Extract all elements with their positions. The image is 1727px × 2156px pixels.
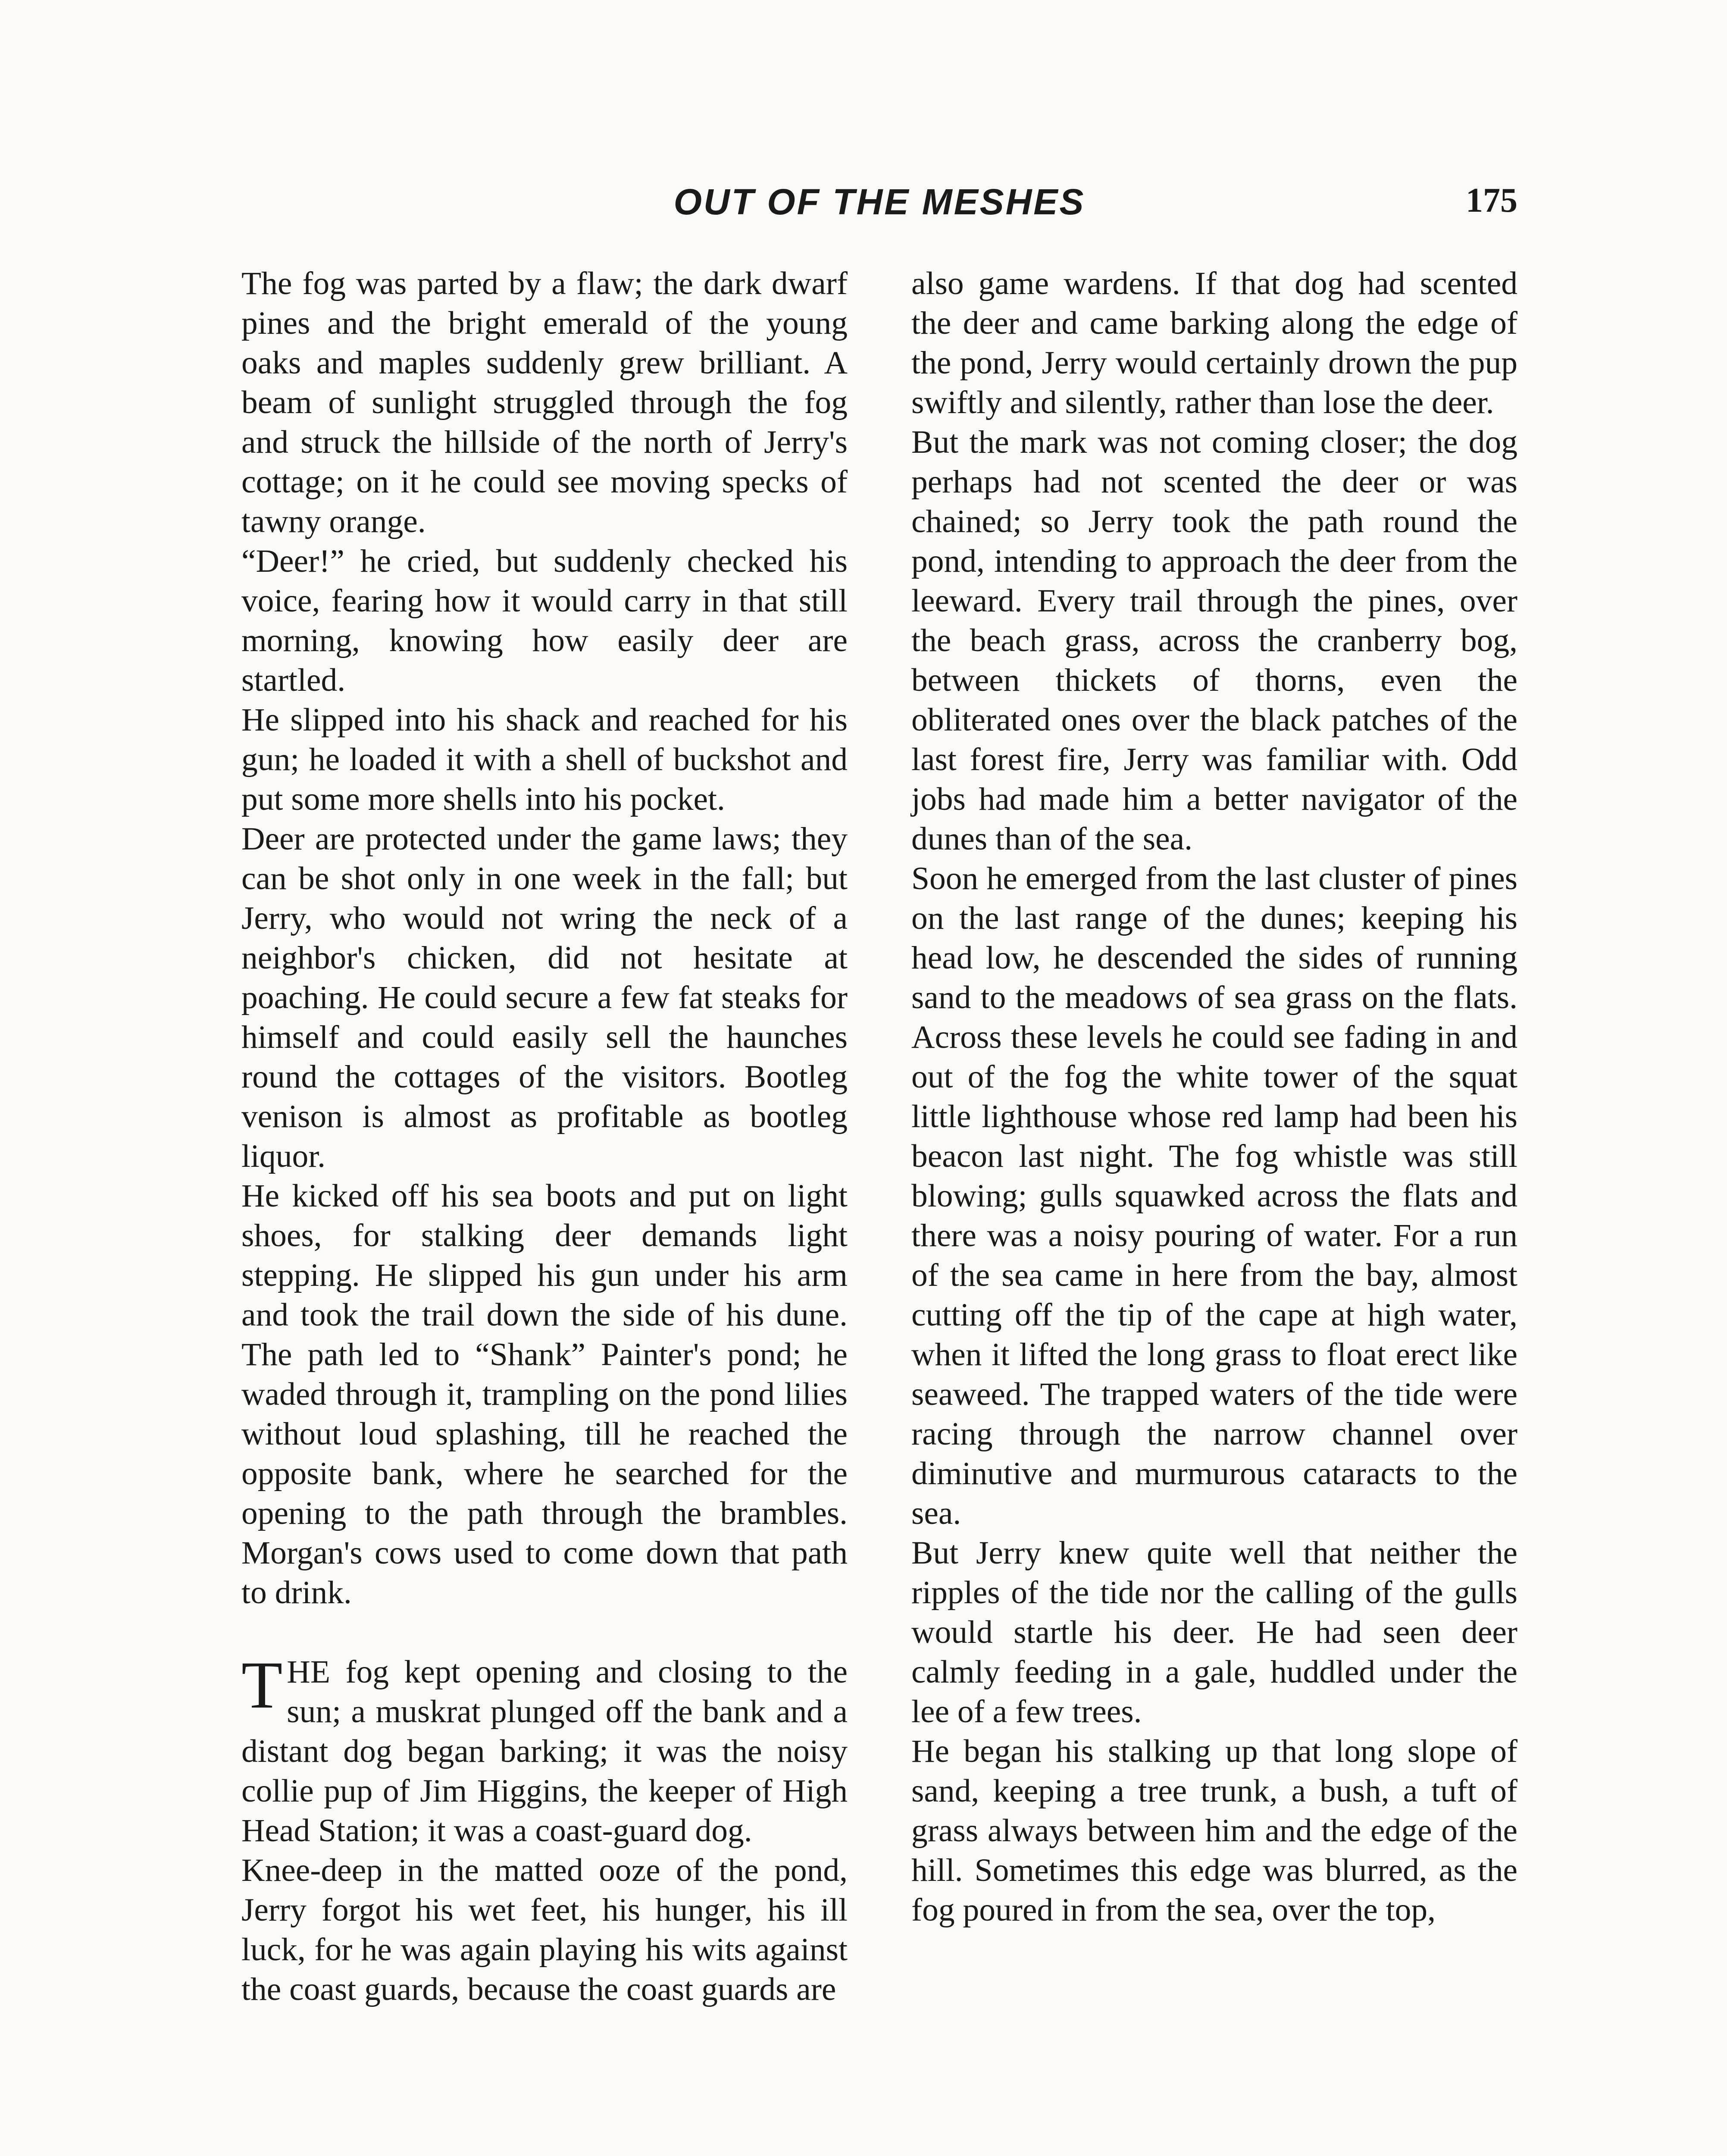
paragraph: He slipped into his shack and reached for his gun; he loaded it with a shell of buckshot and put some more shells into his pocket. <box>241 702 848 817</box>
running-title: OUT OF THE MESHES <box>673 182 1086 222</box>
section-start <box>241 1648 848 1851</box>
paragraph: But the mark was not coming closer; the dog perhaps had not scented the deer or was chained; so Jerry took the path round the pond, intending to approach the deer from the leeward. Every trail through the pines, over the beach grass, across the cranberry bog, between thickets of thorns, even the obliterated ones over the black patches of the last forest fire, Jerry was familiar with. Odd jobs had made him a better navigator of the dunes than of the sea. <box>911 424 1517 857</box>
paragraph: The fog was parted by a flaw; the dark dwarf pines and the bright emerald of the young oaks and maples suddenly grew brilliant. A beam of sunlight struggled through the fog and struck the hillside of the north of Jerry's cottage; on it he could see moving specks of tawny orange. <box>241 266 848 539</box>
paragraph: He kicked off his sea boots and put on light shoes, for stalking deer demands light stepping. He slipped his gun under his arm and took the trail down the side of his dune. The path led to “Shank” Painter's pond; he waded through it, trampling on the pond lilies without loud splashing, till he reached the opposite bank, where he searched for the opening to the path through the brambles. Morgan's cows used to come down that path to drink. <box>241 1178 848 1611</box>
page-header <box>241 181 1517 237</box>
text-columns <box>241 264 1517 2009</box>
drop-cap: T <box>241 1648 283 1722</box>
paragraph: Knee-deep in the matted ooze of the pond, Jerry forgot his wet feet, his hunger, his ill luck, for he was again playing his wits against the coast guards, because the coast guards are <box>241 1852 848 2007</box>
left-column <box>241 264 848 2009</box>
paragraph: He began his stalking up that long slope of sand, keeping a tree trunk, a bush, a tuft of grass always between him and the edge of the hill. Sometimes this edge was blurred, as the fog poured in from the sea, over the top, <box>911 1733 1517 1928</box>
paragraph: “Deer!” he cried, but suddenly checked his voice, fearing how it would carry in that still morning, knowing how easily deer are startled. <box>241 543 848 698</box>
paragraph: But Jerry knew quite well that neither the ripples of the tide nor the calling of the gulls would startle his deer. He had seen deer calmly feeding in a gale, huddled under the lee of a few trees. <box>911 1535 1517 1730</box>
paragraph: Deer are protected under the game laws; they can be shot only in one week in the fall; but Jerry, who would not wring the neck of a neighbor's chicken, did not hesitate at poaching. He could secure a few fat steaks for himself and could easily sell the haunches round the cottages of the visitors. Bootleg venison is almost as profitable as bootleg liquor. <box>241 821 848 1174</box>
section-first-text: HE fog kept opening and closing to the sun; a muskrat plunged off the bank and a distant dog began barking; it was the noisy collie pup of Jim Higgins, the keeper of High Head Station; it was a coast-guard dog. <box>241 1654 848 1849</box>
section-first-paragraph <box>241 1648 848 1851</box>
paragraph: Soon he emerged from the last cluster of pines on the last range of the dunes; keeping his head low, he descended the sides of running sand to the meadows of sea grass on the flats. Across these levels he could see fading in and out of the fog the white tower of the squat little lighthouse whose red lamp had been his beacon last night. The fog whistle was still blowing; gulls squawked across the flats and there was a noisy pouring of water. For a run of the sea came in here from the bay, almost cutting off the tip of the cape at high water, when it lifted the long grass to float erect like seaweed. The trapped waters of the tide were racing through the narrow channel over diminutive and murmurous cataracts to the sea. <box>911 861 1517 1531</box>
right-column <box>911 264 1517 2009</box>
paragraph: also game wardens. If that dog had scented the deer and came barking along the edge of the pond, Jerry would certainly drown the pup swiftly and silently, rather than lose the deer. <box>911 266 1517 420</box>
page-number: 175 <box>1466 182 1517 219</box>
